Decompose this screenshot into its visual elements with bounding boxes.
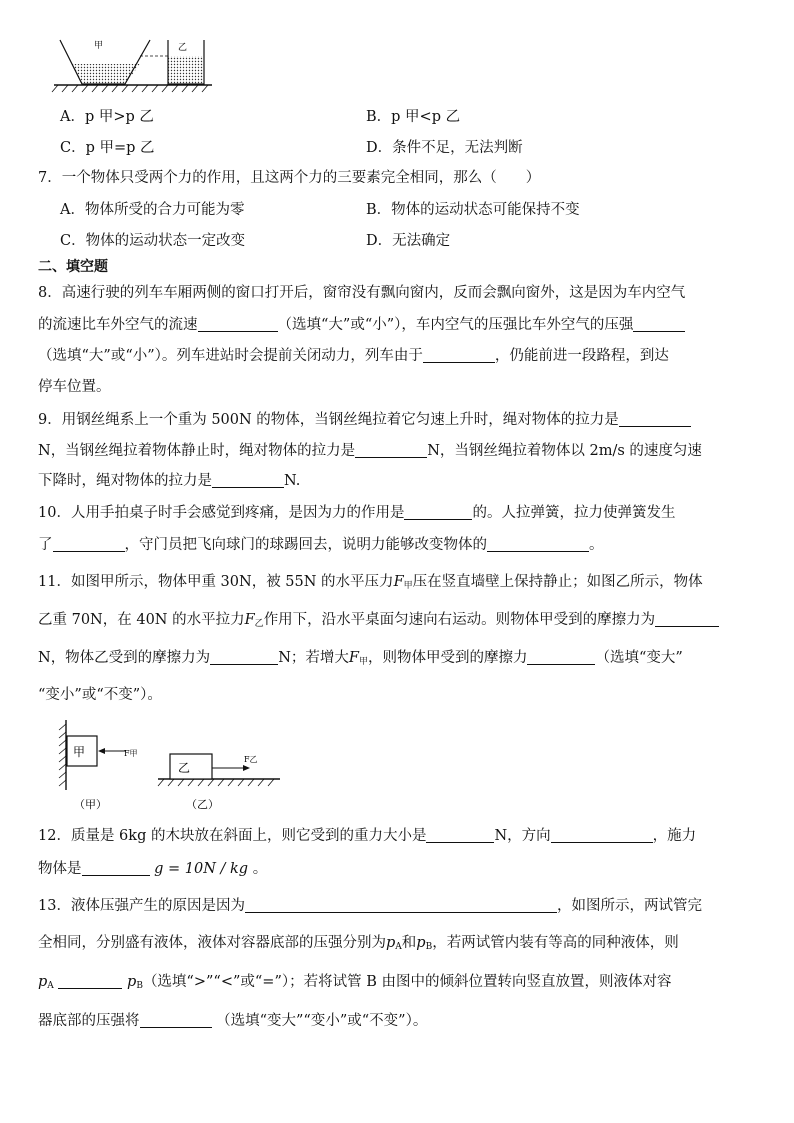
block-yi-label: 乙 (178, 761, 191, 775)
q12-line2: 物体是 g = 10N / kg 。 (38, 861, 268, 877)
q12-blank-3[interactable] (82, 860, 150, 876)
q7-option-d[interactable]: D．无法确定 (366, 233, 451, 249)
q8-blank-1[interactable] (198, 316, 278, 332)
q9-line1: 9．用钢丝绳系上一个重为 500N 的物体，当钢丝绳拉着它匀速上升时，绳对物体的拉力是 (38, 409, 691, 431)
q13-line4: 器底部的压强将 （选填“变大”“变小”或“不变”）。 (38, 1013, 428, 1029)
block-jia-label: 甲 (73, 745, 86, 759)
q6-option-c[interactable]: C．p 甲=p 乙 (60, 140, 155, 156)
q10-line2: 了 ，守门员把飞向球门的球踢回去，说明力能够改变物体的 。 (38, 537, 604, 553)
q10-blank-3[interactable] (487, 536, 589, 552)
q8-line2: 的流速比车外空气的流速 （选填“大”或“小”），车内空气的压强比车外空气的压强 (38, 314, 685, 336)
caption-jia: （甲） (74, 798, 107, 811)
q8-line1: 8．高速行驶的列车车厢两侧的窗口打开后，窗帘没有飘向窗内，反而会飘向窗外，这是因为车内空气 (38, 285, 686, 301)
trapezoid-container-jia (60, 40, 150, 84)
q12-blank-2[interactable] (551, 827, 653, 843)
label-yi: 乙 (178, 43, 188, 53)
q13-blank-1[interactable] (245, 897, 557, 913)
q11-line4: “变小”或“不变”）。 (38, 687, 162, 703)
force-jia-arrowhead (98, 748, 105, 754)
q13-blank-2[interactable] (58, 973, 122, 989)
q11-blank-2[interactable] (210, 649, 278, 665)
force-yi-label: F乙 (244, 755, 258, 764)
q13-line1: 13．液体压强产生的原因是因为 ，如图所示，两试管完 (38, 898, 702, 914)
q11-blank-1[interactable] (655, 611, 719, 627)
q6-figure (50, 36, 220, 100)
q12-blank-1[interactable] (426, 827, 494, 843)
q7-option-b[interactable]: B．物体的运动状态可能保持不变 (366, 202, 580, 218)
q6-option-b[interactable]: B．p 甲<p 乙 (366, 109, 461, 125)
q11-figure (54, 716, 284, 816)
q13-blank-3[interactable] (140, 1012, 212, 1028)
q10-line1: 10．人用手拍桌子时手会感觉到疼痛，是因为力的作用是 的。人拉弹簧，拉力使弹簧发生 (38, 505, 676, 521)
q7-option-c[interactable]: C．物体的运动状态一定改变 (60, 233, 246, 249)
q7-stem: 7．一个物体只受两个力的作用，且这两个力的三要素完全相同，那么（ ） (38, 170, 541, 186)
label-jia: 甲 (94, 41, 104, 51)
force-yi-arrowhead (243, 765, 250, 771)
q13-line2: 全相同，分别盛有液体，液体对容器底部的压强分别为$p_A$和$p_B$，若两试管内装有等高的同种液体，则 (38, 935, 679, 952)
wall (59, 720, 66, 790)
q8-line4: 停车位置。 (38, 379, 111, 395)
q11-line1: 11．如图甲所示，物体甲重 30N，被 55N 的水平压力$F_甲$压在竖直墙壁上保持静止；如图乙所示，物体 (38, 574, 703, 591)
q11-blank-3[interactable] (527, 649, 595, 665)
q10-blank-2[interactable] (53, 536, 125, 552)
q12-line1: 12．质量是 6kg 的木块放在斜面上，则它受到的重力大小是 N，方向 ，施力 (38, 828, 697, 844)
q9-blank-2[interactable] (355, 442, 427, 458)
q9-line3: 下降时，绳对物体的拉力是 N. (38, 473, 301, 489)
q8-line3: （选填“大”或“小”）。列车进站时会提前关闭动力，列车由于 ，仍能前进一段路程，到达 (38, 348, 669, 364)
block-yi (170, 754, 212, 779)
force-jia-label: F甲 (124, 749, 138, 758)
q8-blank-3[interactable] (423, 347, 495, 363)
q11-line3: N，物体乙受到的摩擦力为 N；若增大$F_甲$，则物体甲受到的摩擦力 （选填“变大” (38, 650, 683, 667)
q6-option-d[interactable]: D．条件不足，无法判断 (366, 140, 523, 156)
q13-line3: $p_A$ $p_B$（选填“>”“<”或“=”）；若将试管 B 由图中的倾斜位置转向竖直放置，则液体对容 (38, 974, 672, 991)
table-hatching (158, 779, 274, 786)
q9-blank-3[interactable] (212, 472, 284, 488)
caption-yi: （乙） (186, 798, 219, 811)
q6-option-a[interactable]: A．p 甲>p 乙 (60, 109, 154, 125)
q9-blank-1[interactable] (619, 411, 691, 427)
q10-blank-1[interactable] (404, 504, 472, 520)
q7-option-a[interactable]: A．物体所受的合力可能为零 (60, 202, 245, 218)
q11-line2: 乙重 70N，在 40N 的水平拉力$F_乙$作用下，沿水平桌面匀速向右运动。则物体甲受到的摩擦力为 (38, 609, 719, 635)
q8-blank-2[interactable] (633, 316, 685, 332)
section-heading-fill-blank: 二、填空题 (38, 259, 108, 275)
ground-hatching (52, 85, 208, 92)
q9-line2: N，当钢丝绳拉着物体静止时，绳对物体的拉力是 N，当钢丝绳拉着物体以 2m/s 的速度匀速 (38, 443, 702, 459)
